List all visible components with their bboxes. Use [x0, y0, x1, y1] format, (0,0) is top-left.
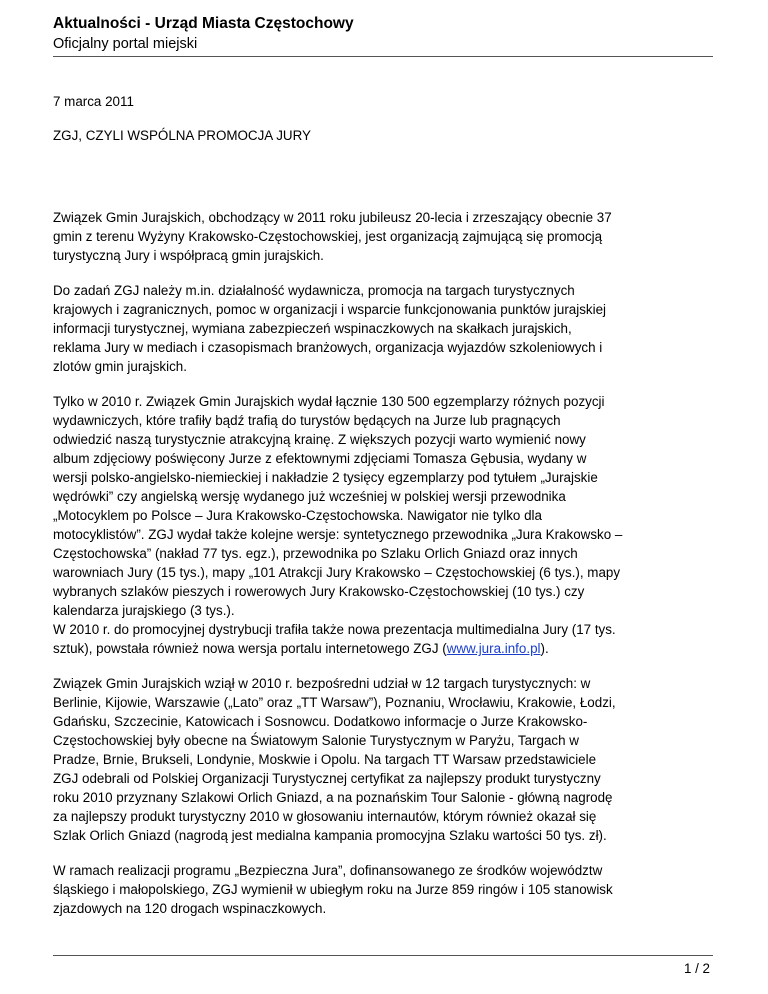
article-content	[53, 92, 717, 934]
page-number: 1 / 2	[683, 961, 710, 976]
paragraph-publications	[53, 392, 717, 658]
paragraph-multimedia-end: ).	[540, 641, 549, 656]
article-body	[53, 208, 717, 918]
portal-link[interactable]: www.jura.info.pl	[446, 641, 541, 656]
footer-divider	[53, 955, 713, 956]
article-title: ZGJ, CZYLI WSPÓLNA PROMOCJA JURY	[53, 128, 311, 143]
site-title: Aktualności - Urząd Miasta Częstochowy	[53, 15, 354, 32]
paragraph-intro: Związek Gmin Jurajskich, obchodzący w 2011 roku jubileusz 20-lecia i zrzeszający obecnie 37 gmin z terenu Wyżyny Krakowsko-Częstochowskiej, jest organizacją zajmującą się promocją turystyczną Jury i współpracą gmin jurajskich.	[53, 210, 612, 263]
paragraph-tasks: Do zadań ZGJ należy m.in. działalność wydawnicza, promocja na targach turystycznych krajowych i zagranicznych, pomoc w organizacji i wsparcie funkcjonowania punktów jurajskiej informacji turystycznej, wymiana zabezpieczeń wspinaczkowych na skałkach jurajskich, reklama Jury w mediach i czasopismach branżowych, organizacja wyjazdów szkoleniowych i zlotów gmin jurajskich.	[53, 283, 606, 374]
article-date: 7 marca 2011	[53, 94, 134, 109]
header-divider	[53, 56, 713, 57]
paragraph-safety: W ramach realizacji programu „Bezpieczna Jura”, dofinansowanego ze środków województw śląskiego i małopolskiego, ZGJ wymienił w ubiegłym roku na Jurze 859 ringów i 105 stanowisk zjazdowych na 120 drogach wspinaczkowych.	[53, 863, 613, 916]
site-subtitle: Oficjalny portal miejski	[53, 36, 198, 52]
page-header	[53, 14, 713, 54]
paragraph-fairs: Związek Gmin Jurajskich wziął w 2010 r. bezpośredni udział w 12 targach turystycznych: w Berlinie, Kijowie, Warszawie („Lato” oraz „TT Warsaw”), Poznaniu, Wrocławiu, Krakowie, Łodzi, Gdańsku, Szczecinie, Katowicach i Sosnowcu. Dodatkowo informacje o Jurze Krakowsko- Częstochowskiej były obecne na Światowym Salonie Turystycznym w Paryżu, Targach w Pradze, Brnie, Brukseli, Londynie, Moskwie i Opolu. Na targach TT Warsaw przedstawiciele ZGJ odebrali od Polskiej Organizacji Turystycznej certyfikat za najlepszy produkt turystyczny roku 2010 przyznany Szlakowi Orlich Gniazd, a na poznańskim Tour Salonie - główną nagrodę za najlepszy produkt turystyczny 2010 w głosowaniu internautów, którym również okazał się Szlak Orlich Gniazd (nagrodą jest medialna kampania promocyjna Szlaku wartości 50 tys. zł).	[53, 676, 616, 843]
paragraph-publications-text: Tylko w 2010 r. Związek Gmin Jurajskich wydał łącznie 130 500 egzemplarzy różnych pozycji wydawniczych, które trafiły bądź trafią do turystów będących na Jurze lub pragnących odwiedzić naszą turystycznie atrakcyjną krainę. Z większych pozycji warto wymienić nowy album zdjęciowy poświęcony Jurze z efektownymi zdjęciami Tomasza Gębusia, wydany w wersji polsko-angielsko-niemieckiej i nakładzie 2 tysięcy egzemplarzy pod tytułem „Jurajskie wędrówki” czy angielską wersję wydanego już wcześniej w polskiej wersji przewodnika „Motocyklem po Polsce – Jura Krakowsko-Częstochowska. Nawigator nie tylko dla motocyklistów”. ZGJ wydał także kolejne wersje: syntetycznego przewodnika „Jura Krakowsko – Częstochowska” (nakład 77 tys. egz.), przewodnika po Szlaku Orlich Gniazd oraz innych warowniach Jury (15 tys.), mapy „101 Atrakcji Jury Krakowsko – Częstochowskiej (6 tys.), mapy wybranych szlaków pieszych i rowerowych Jury Krakowsko-Częstochowskiej (10 tys.) czy kalendarza jurajskiego (3 tys.).	[53, 394, 623, 618]
paragraph-multimedia-text: W 2010 r. do promocyjnej dystrybucji trafiła także nowa prezentacja multimedialna Jury (17 tys. sztuk), powstała również nowa wersja portalu internetowego ZGJ (	[53, 622, 616, 656]
